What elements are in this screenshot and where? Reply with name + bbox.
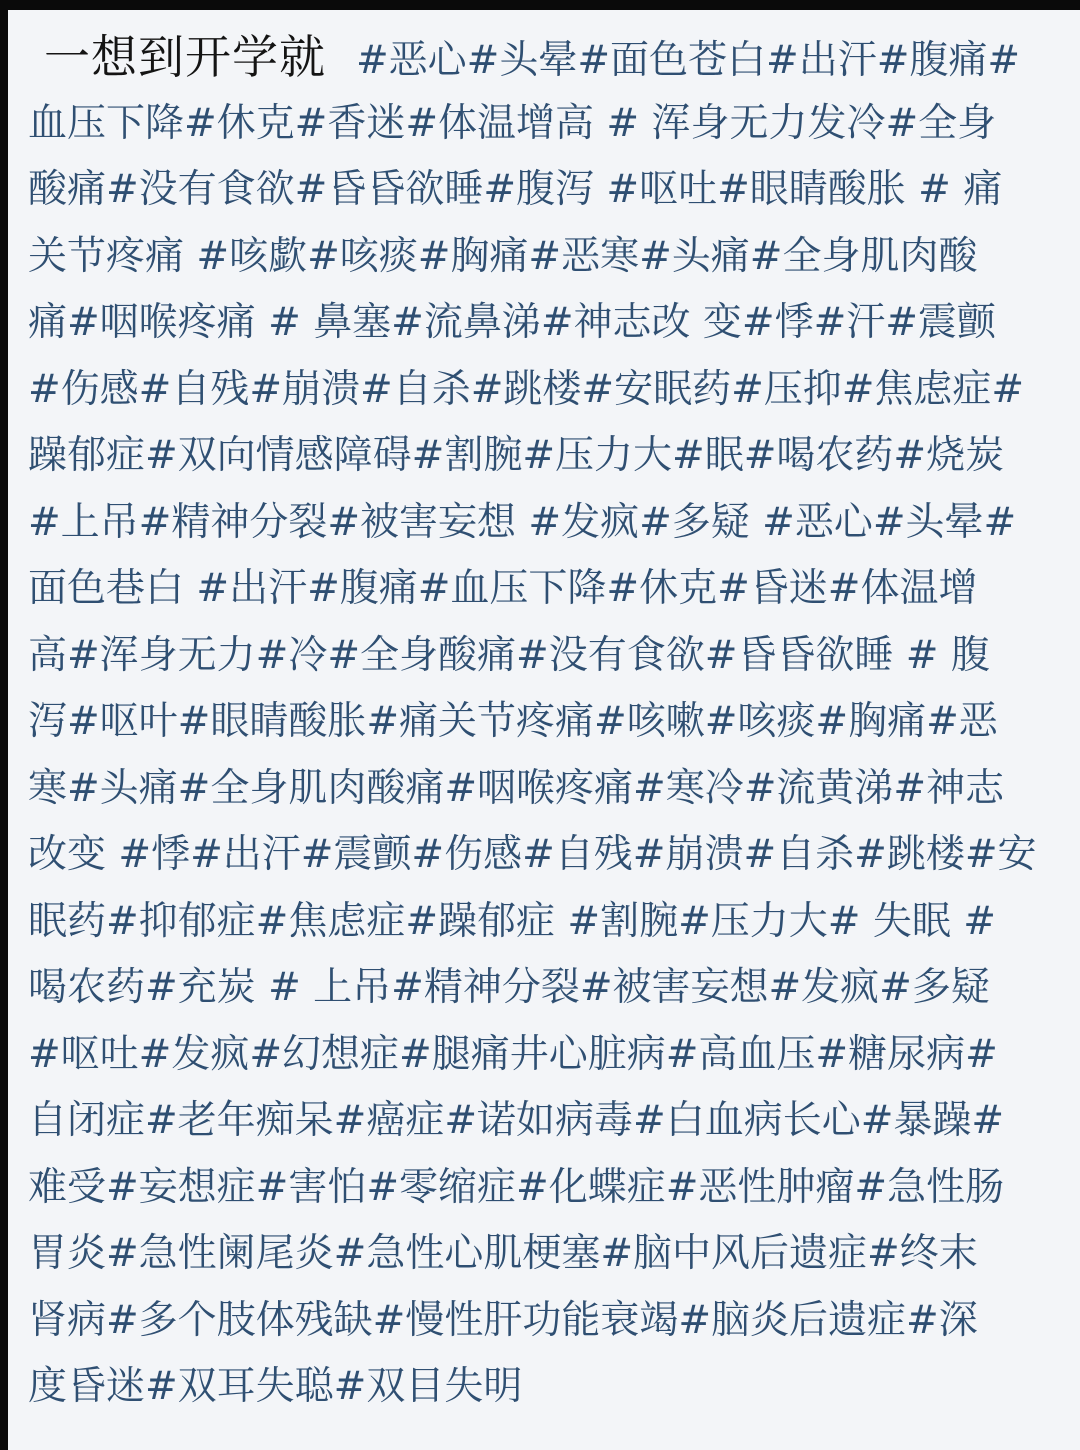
- hashtag-line: 肾病#多个肢体残缺#慢性肝功能衰竭#脑炎后遗症#深: [28, 1297, 978, 1343]
- hashtag-line: 寒#头痛#全身肌肉酸痛#咽喉疼痛#寒冷#流黄涕#神志: [28, 765, 1005, 811]
- post-text: [28, 24, 1080, 1421]
- hashtag-line: 躁郁症#双向情感障碍#割腕#压力大#眠#喝农药#烧炭: [28, 433, 1005, 478]
- hashtag-line: 关节疼痛 #咳歔#咳痰#胸痛#恶寒#头痛#全身肌肉酸: [28, 233, 978, 279]
- hashtag-line: 面色巷白 #出汗#腹痛#血压下降#休克#昏迷#体温增: [28, 566, 978, 611]
- hashtag-line: 喝农药#充炭 # 上吊#精神分裂#被害妄想#发疯#多疑: [28, 965, 990, 1010]
- hashtag-line: 眠药#抑郁症#焦虑症#躁郁症 #割腕#压力大# 失眠 #: [28, 898, 996, 944]
- hashtag-line: 难受#妄想症#害怕#零缩症#化蝶症#恶性肿瘤#急性肠: [28, 1164, 1005, 1210]
- hashtag-line: 泻#呕叶#眼睛酸胀#痛关节疼痛#咳嗽#咳痰#胸痛#恶: [28, 699, 998, 744]
- hashtag-line: 高#浑身无力#冷#全身酸痛#没有食欲#昏昏欲睡 # 腹: [28, 632, 990, 678]
- hashtag-line: 血压下降#休克#香迷#体温增高 # 浑身无力发冷#全身: [28, 100, 997, 146]
- hashtag-line: 度昏迷#双耳失聪#双目失明: [28, 1364, 523, 1409]
- hashtag-line: 胃炎#急性阑尾炎#急性心肌梗塞#脑中风后遗症#终末: [28, 1231, 978, 1276]
- hashtag-line: 痛#咽喉疼痛 # 鼻塞#流鼻涕#神志改 变#悸#汗#震颤: [28, 300, 996, 345]
- hashtag-line: #恶心#头晕#面色苍白#出汗#腹痛#: [356, 38, 1021, 83]
- headline: 一想到开学就: [44, 30, 326, 84]
- hashtag-line: 自闭症#老年痴呆#癌症#诺如病毒#白血病长心#暴躁#: [28, 1098, 1005, 1143]
- hashtag-line: #伤感#自残#崩溃#自杀#跳楼#安眠药#压抑#焦虑症#: [28, 366, 1025, 412]
- hashtag-line: 酸痛#没有食欲#昏昏欲睡#腹泻 #呕吐#眼睛酸胀 # 痛: [28, 167, 1003, 212]
- hashtag-line: #呕吐#发疯#幻想症#腿痛井心脏病#高血压#糖尿病#: [28, 1031, 998, 1077]
- text-line-1: [28, 24, 1080, 91]
- hashtag-line: #上吊#精神分裂#被害妄想 #发疯#多疑 #恶心#头晕#: [28, 499, 1017, 545]
- text-image: [8, 10, 1080, 1450]
- hashtag-line: 改变 #悸#出汗#震颤#伤感#自残#崩溃#自杀#跳楼#安: [28, 832, 1037, 877]
